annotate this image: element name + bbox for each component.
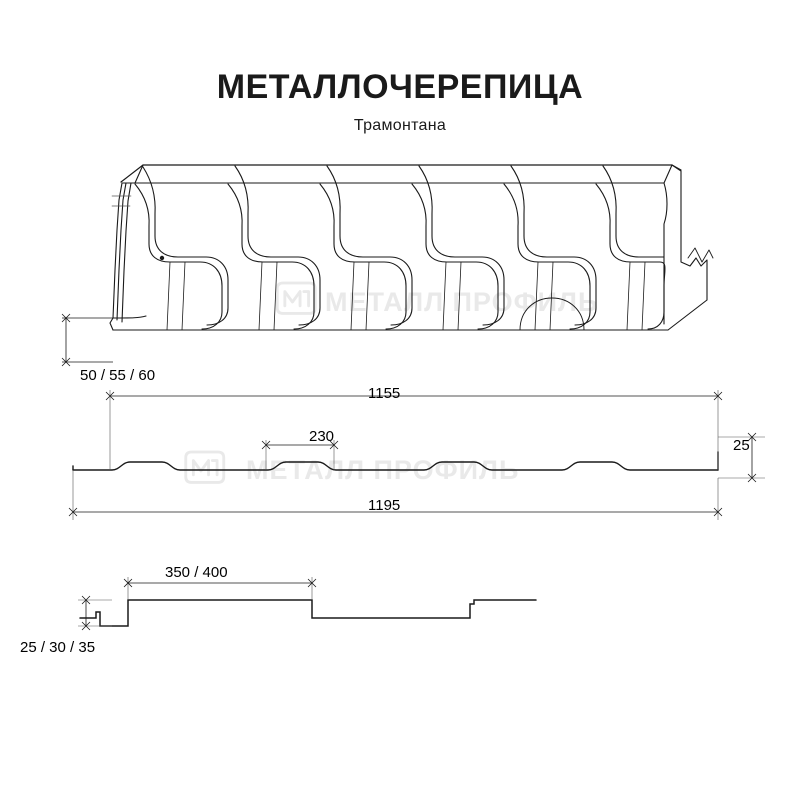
step-height-label: 25 / 30 / 35	[20, 639, 96, 656]
side-profile-view	[80, 600, 536, 626]
isometric-view	[110, 165, 713, 330]
watermark-logo-bottom	[186, 452, 224, 482]
watermark-text-top: МЕТАЛЛ ПРОФИЛЬ	[325, 287, 599, 317]
step-length-label: 350 / 400	[165, 564, 228, 581]
wave-pitch-label: 230	[309, 428, 335, 445]
useful-width-label: 1155	[368, 385, 401, 402]
cross-section-view	[73, 452, 718, 470]
dimensions-cross-section	[69, 390, 765, 520]
dimensions-side-profile	[78, 577, 316, 630]
page-title: МЕТАЛЛОЧЕРЕПИЦА	[216, 68, 584, 106]
page-subtitle: Трамонтана	[353, 117, 447, 134]
watermark-text-bottom: МЕТАЛЛ ПРОФИЛЬ	[246, 455, 520, 485]
profile-height-label: 50 / 55 / 60	[80, 367, 156, 384]
dimension-profile-height	[62, 314, 115, 366]
watermark-logo-top	[277, 283, 315, 313]
total-width-label: 1195	[368, 497, 401, 514]
wave-height-label: 25	[733, 437, 750, 454]
